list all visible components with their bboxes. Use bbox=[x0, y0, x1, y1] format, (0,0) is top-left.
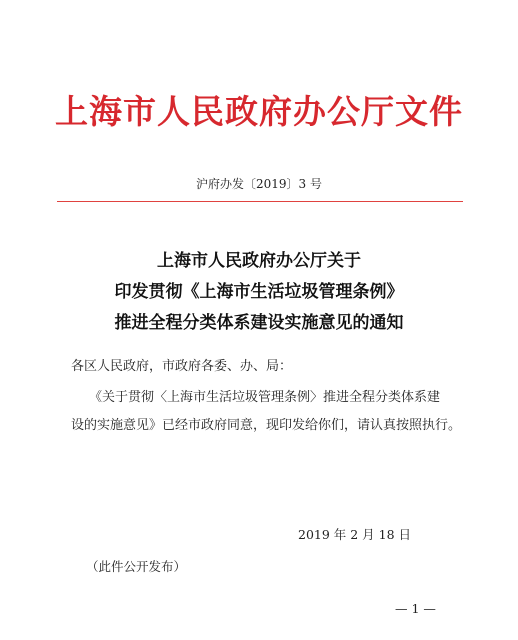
body-line-1: 《关于贯彻〈上海市生活垃圾管理条例〉推进全程分类体系建 bbox=[89, 390, 441, 405]
title-line-2: 印发贯彻《上海市生活垃圾管理条例》 bbox=[114, 282, 404, 302]
title-line-1: 上海市人民政府办公厅关于 bbox=[157, 251, 361, 271]
header-divider-rule bbox=[57, 201, 463, 202]
body-paragraph bbox=[71, 384, 463, 440]
document-number: 沪府办发〔2019〕3 号 bbox=[196, 177, 322, 191]
title-line-3: 推进全程分类体系建设实施意见的通知 bbox=[114, 313, 404, 333]
document-title bbox=[0, 246, 518, 339]
issue-date: 2019 年 2 月 18 日 bbox=[298, 527, 412, 542]
page-number: — 1 — bbox=[395, 601, 436, 616]
disclosure-note: （此件公开发布） bbox=[86, 559, 187, 574]
body-line-2: 设的实施意见》已经市政府同意，现印发给你们，请认真按照执行。 bbox=[71, 418, 462, 433]
salutation: 各区人民政府，市政府各委、办、局： bbox=[71, 359, 293, 374]
issuing-authority-header: 上海市人民政府办公厅文件 bbox=[55, 92, 463, 131]
